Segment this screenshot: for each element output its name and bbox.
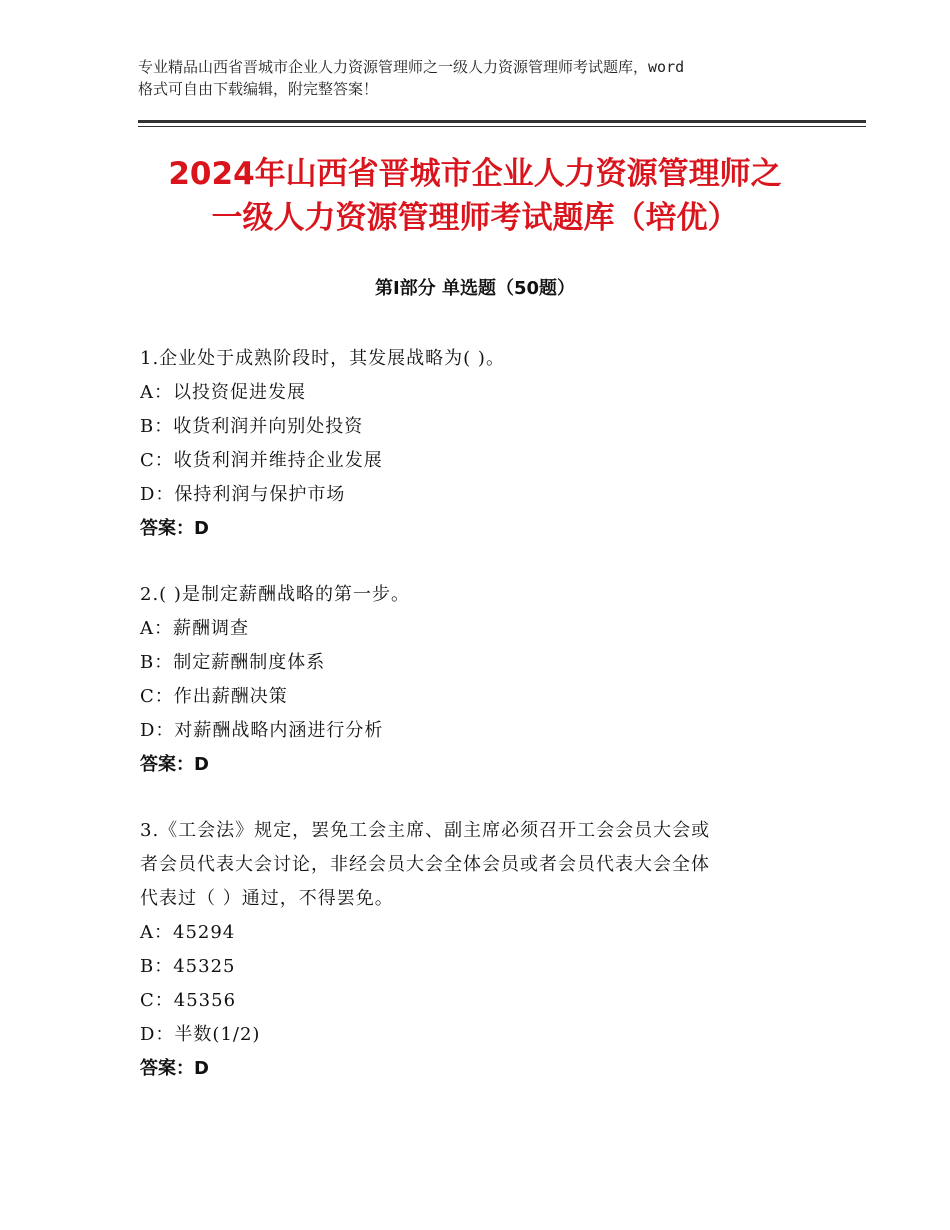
option-b: B：45325 xyxy=(140,956,236,977)
answer: 答案：D xyxy=(140,518,209,539)
answer: 答案：D xyxy=(140,754,209,775)
header-divider-thick xyxy=(138,120,866,123)
section-heading: 第Ⅰ部分 单选题（50题） xyxy=(374,278,575,299)
option-d: D：对薪酬战略内涵进行分析 xyxy=(140,720,384,741)
question-stem-line-1: 3.《工会法》规定，罢免工会主席、副主席必须召开工会会员大会或 xyxy=(140,820,711,841)
question-stem-line-2: 者会员代表大会讨论，非经会员大会全体会员或者会员代表大会全体 xyxy=(140,854,710,875)
option-d: D：保持利润与保护市场 xyxy=(140,484,346,505)
question-stem: 1.企业处于成熟阶段时，其发展战略为( )。 xyxy=(140,348,505,369)
question-2 xyxy=(140,578,820,782)
option-b: B：收货利润并向别处投资 xyxy=(140,416,364,437)
question-stem: 2.( )是制定薪酬战略的第一步。 xyxy=(140,584,410,605)
question-list xyxy=(140,342,820,1118)
option-d: D：半数(1/2) xyxy=(140,1024,261,1045)
header-note-line-2: 格式可自由下载编辑，附完整答案！ xyxy=(138,80,379,98)
option-a: A：以投资促进发展 xyxy=(140,382,306,403)
header-note xyxy=(138,56,838,100)
option-c: C：收货利润并维持企业发展 xyxy=(140,450,383,471)
document-title xyxy=(100,152,850,240)
document-title-line-1: 2024年山西省晋城市企业人力资源管理师之 xyxy=(168,156,782,192)
option-a: A：薪酬调查 xyxy=(140,618,249,639)
header-note-line-1: 专业精品山西省晋城市企业人力资源管理师之一级人力资源管理师考试题库，word xyxy=(138,58,685,76)
option-a: A：45294 xyxy=(140,922,236,943)
question-1 xyxy=(140,342,820,546)
document-title-line-2: 一级人力资源管理师考试题库（培优） xyxy=(211,200,739,236)
question-stem-line-3: 代表过（ ）通过，不得罢免。 xyxy=(140,888,394,909)
header-divider-thin xyxy=(138,126,866,127)
answer: 答案：D xyxy=(140,1058,209,1079)
option-b: B：制定薪酬制度体系 xyxy=(140,652,326,673)
option-c: C：作出薪酬决策 xyxy=(140,686,288,707)
option-c: C：45356 xyxy=(140,990,237,1011)
question-3 xyxy=(140,814,820,1086)
